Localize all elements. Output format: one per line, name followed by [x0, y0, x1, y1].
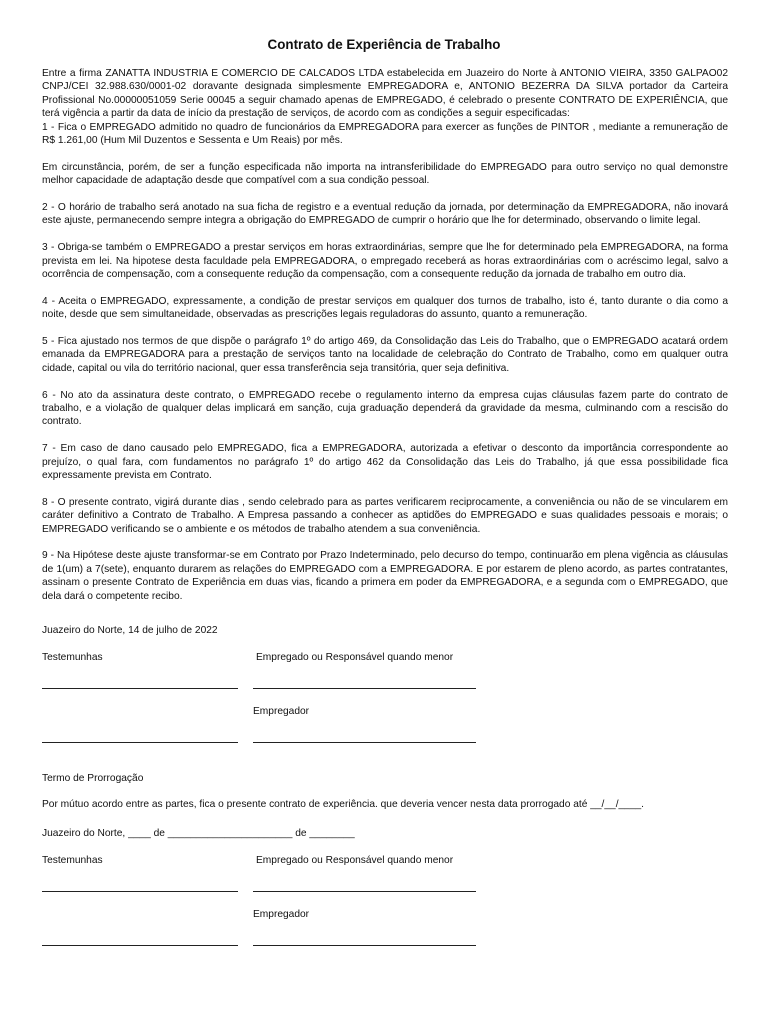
employer-label-2: Empregador [253, 909, 310, 920]
clause-4: 4 - Aceita o EMPREGADO, expressamente, a condição de prestar serviços em qualquer dos turnos de trabalho, isto é, tanto durante o dia como a noite, desde que sem simultaneidade, observadas as prescrições legais reguladoras do assunto, quanto a remuneração. [42, 295, 728, 321]
clause-9: 9 - Na Hipótese deste ajuste transformar-se em Contrato por Prazo Indeterminado, pelo decurso do tempo, continuarão em plena vigência as cláusulas de 1(um) a 7(sete), enquanto durarem as relações do EMPREGADO com a EMPREGADORA. E por estarem de pleno acordo, as partes contratantes, assinam o presente Contrato de Experiência em duas vias, ficando a primera em poder da EMPREGADORA, e a segunda com o EMPREGADO, que dela dará o competente recibo. [42, 550, 728, 602]
employer-signature-line-2 [253, 945, 476, 946]
employer-label: Empregador [253, 706, 310, 717]
witnesses-label: Testemunhas [42, 652, 103, 663]
contract-body [42, 67, 728, 603]
employee-signature-line-2 [253, 891, 476, 892]
place-date: Juazeiro do Norte, 14 de julho de 2022 [42, 625, 218, 636]
extension-place-date: Juazeiro do Norte, ____ de ______________________ de ________ [42, 828, 355, 839]
circumstance-paragraph: Em circunstância, porém, de ser a função especificada não importa na intransferibilidade do EMPREGADO para outro serviço no qual demonstre melhor capacidade de adaptação desde que compatível com a sua condição pessoal. [42, 161, 728, 187]
employee-label-2: Empregado ou Responsável quando menor [256, 855, 454, 866]
intro-paragraph: Entre a firma ZANATTA INDUSTRIA E COMERCIO DE CALCADOS LTDA estabelecida em Juazeiro do Norte à ANTONIO VIEIRA, 3350 GALPAO02 CNPJ/CEI 32.988.630/0001-02 doravante designada simplesmente EMPREGADORA e, ANTONIO BEZERRA DA SILVA portador da Carteira Profissional No.00000051059 Serie 00045 a seguir chamado apenas de EMPREGADO, é celebrado o presente CONTRATO DE EXPERIÊNCIA, que terá vigência a partir da data de início da prestação de serviços, de acordo com as condições a seguir especificadas: [42, 68, 728, 120]
clause-2: 2 - O horário de trabalho será anotado na sua ficha de registro e a eventual redução da jornada, por determinação da EMPREGADORA, não inovará este ajuste, permanecendo sempre integra a obrigação do EMPREGADO de cumprir o horário que lhe for determinado, observando o limite legal. [42, 202, 728, 227]
clause-6: 6 - No ato da assinatura deste contrato, o EMPREGADO recebe o regulamento interno da empresa cujas cláusulas fazem parte do contrato de trabalho, e a violação de qualquer delas implicará em sanção, cuja graduação dependerá da gravidade da mesma, culminando com a rescisão do contrato. [42, 389, 728, 428]
witnesses-label-2: Testemunhas [42, 855, 103, 866]
employee-signature-line [253, 688, 476, 689]
witness-signature-line-1 [42, 688, 238, 689]
witness-signature-line-4 [42, 945, 238, 946]
witness-signature-line-2 [42, 742, 238, 743]
clause-8: 8 - O presente contrato, vigirá durante dias , sendo celebrado para as partes verificarem reciprocamente, a conveniência ou não de se vincularem em caráter definitivo a Contrato de Trabalho. A Empresa passando a conhecer as aptidões do EMPREGADO e suas qualidades pessoais e morais; o EMPREGADO verificando se o ambiente e os métodos de trabalho atendem a sua conveniência. [42, 496, 728, 535]
extension-title: Termo de Prorrogação [42, 773, 144, 784]
clause-1: 1 - Fica o EMPREGADO admitido no quadro de funcionários da EMPREGADORA para exercer as funções de PINTOR , mediante a remuneração de R$ 1.261,00 (Hum Mil Duzentos e Sessenta e Um Reais) por mês. [42, 121, 728, 147]
extension-text: Por mútuo acordo entre as partes, fica o presente contrato de experiência. que deveria vencer nesta data prorrogado até __/__/____. [42, 799, 645, 810]
clause-7: 7 - Em caso de dano causado pelo EMPREGADO, fica a EMPREGADORA, autorizada a efetivar o desconto da importância correspondente ao prejuízo, o qual fara, com fundamentos no parágrafo 1º do artigo 462 da Consolidação das Leis do Trabalho, já que essa possibilidade fica expressamente prevista em Contrato. [42, 443, 728, 482]
employee-label: Empregado ou Responsável quando menor [256, 652, 454, 663]
document-title: Contrato de Experiência de Trabalho [267, 37, 501, 52]
clause-3: 3 - Obriga-se também o EMPREGADO a prestar serviços em horas extraordinárias, sempre que lhe for determinado pela EMPREGADORA, na forma prevista em lei. Na hipotese desta faculdade pela EMPREGADORA, o empregado receberá as horas extraordinárias com o acréscimo legal, salvo a ocorrência de compensação, com a consequente redução da compensação, com a consequente redução da jornada de trabalho em outro dia. [42, 242, 728, 281]
clause-5: 5 - Fica ajustado nos termos de que dispõe o parágrafo 1º do artigo 469, da Consolidação das Leis do Trabalho, que o EMPREGADO acatará ordem emanada da EMPREGADORA para a prestação de serviços tanto na localidade de celebração do Contrato de Trabalho, como em qualquer outra cidade, capital ou vila do território nacional, quer essa transferência seja transitória, quer seja definitiva. [42, 336, 728, 374]
employer-signature-line [253, 742, 476, 743]
witness-signature-line-3 [42, 891, 238, 892]
